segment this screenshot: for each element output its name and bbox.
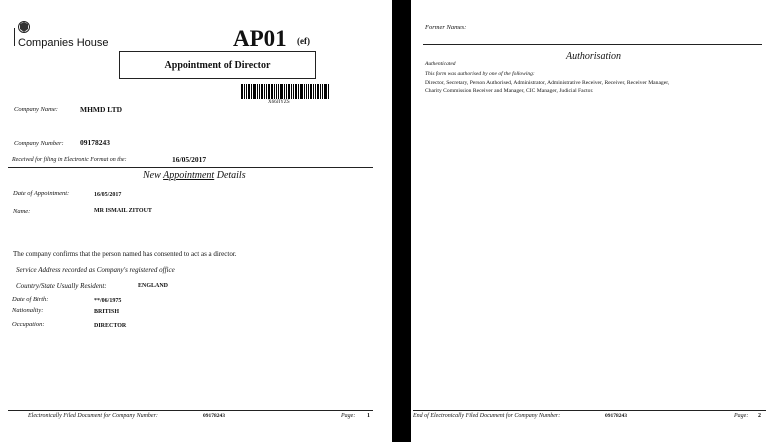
barcode-bar — [306, 84, 307, 99]
section-heading — [143, 170, 246, 181]
logo-bar — [14, 28, 15, 46]
footer-text: End of Electronically Filed Document for Company Number: — [413, 413, 561, 419]
barcode-bar — [253, 84, 256, 99]
barcode-bar — [284, 84, 285, 99]
received-value: 16/05/2017 — [172, 155, 207, 164]
barcode-bar — [241, 84, 243, 99]
barcode-bar — [244, 84, 245, 99]
authorised-roles-line-2: Charity Commission Receiver and Manager, CIC Manager, Judicial Factor. — [425, 88, 594, 94]
form-title-box — [119, 51, 316, 79]
barcode-bar — [246, 84, 247, 99]
barcode-bar — [291, 84, 292, 99]
date-of-appointment-label: Date of Appointment: — [13, 190, 70, 197]
footer-page-label: Page: — [734, 413, 749, 419]
barcode-bar — [259, 84, 260, 99]
barcode-bar — [274, 84, 275, 99]
section-rule — [8, 167, 373, 168]
service-address-text: Service Address recorded as Company's registered office — [16, 266, 175, 274]
dob-label: Date of Birth: — [12, 296, 49, 303]
footer-rule — [8, 410, 373, 411]
barcode-bar — [308, 84, 309, 99]
barcode-bar — [304, 84, 305, 99]
barcode-bar — [300, 84, 303, 99]
nationality-label: Nationality: — [12, 307, 44, 314]
dob-value: **/06/1975 — [94, 298, 122, 304]
barcode-bar — [266, 84, 267, 99]
crest-icon — [13, 20, 35, 34]
logo-text: Companies House — [18, 37, 109, 49]
company-name-value: MHMD LTD — [80, 105, 123, 114]
company-name-label: Company Name: — [14, 106, 58, 113]
form-code: AP01 — [233, 26, 287, 51]
country-label: Country/State Usually Resident: — [16, 282, 107, 290]
form-code-suffix: (ef) — [297, 36, 310, 46]
barcode-bar — [257, 84, 258, 99]
authorised-by-text: This form was authorised by one of the following: — [425, 71, 535, 77]
footer-page-label: Page: — [341, 413, 356, 419]
consent-text: The company confirms that the person named has consented to act as a director. — [13, 250, 237, 258]
barcode-bar — [313, 84, 314, 99]
barcode-bar — [315, 84, 316, 99]
barcode-bar — [322, 84, 323, 99]
name-label: Name: — [13, 208, 31, 215]
date-of-appointment-value: 16/05/2017 — [94, 192, 122, 198]
country-value: ENGLAND — [138, 283, 169, 289]
footer-company-number: 09178243 — [605, 413, 627, 419]
barcode-bar — [251, 84, 252, 99]
occupation-value: DIRECTOR — [94, 323, 127, 329]
barcode-bar — [248, 84, 250, 99]
barcode-bar — [264, 84, 265, 99]
footer-company-number: 09178243 — [203, 413, 225, 419]
barcode-bar — [324, 84, 327, 99]
barcode-bar — [271, 84, 273, 99]
nationality-value: BRITISH — [94, 309, 120, 315]
authorisation-rule — [423, 44, 762, 45]
section-heading-post: Details — [214, 170, 246, 181]
barcode-bar — [295, 84, 297, 99]
barcode-bar — [280, 84, 283, 99]
company-number-value: 09178243 — [80, 138, 110, 147]
barcode-bar — [268, 84, 270, 99]
barcode-bar — [288, 84, 290, 99]
form-title: Appointment of Director — [164, 59, 271, 71]
footer-rule — [413, 410, 766, 411]
barcode-bar — [320, 84, 321, 99]
barcode-bar — [293, 84, 294, 99]
barcode-bar — [328, 84, 329, 99]
barcode-bar — [276, 84, 277, 99]
barcode-bar — [286, 84, 287, 99]
document-page-2 — [411, 0, 768, 442]
section-heading-emphasis: Appointment — [163, 170, 215, 181]
footer-page-number: 2 — [758, 413, 761, 419]
former-names-label: Former Names: — [425, 24, 467, 31]
authorisation-heading: Authorisation — [566, 51, 622, 62]
barcode-text: X66JIYZS — [268, 100, 290, 105]
received-label: Received for filing in Electronic Format on the: — [12, 157, 127, 163]
occupation-label: Occupation: — [12, 321, 45, 328]
barcode-bar — [261, 84, 263, 99]
footer-page-number: 1 — [367, 413, 370, 419]
page-gutter — [392, 0, 411, 442]
company-number-label: Company Number: — [14, 140, 64, 147]
barcode-bar — [278, 84, 279, 99]
authorised-roles-line-1: Director, Secretary, Person Authorised, Administrator, Administrative Receiver, Receiver, Receiver Manager, — [425, 80, 670, 86]
authenticated-label: Authenticated — [425, 61, 456, 67]
barcode-bar — [310, 84, 312, 99]
footer-text: Electronically Filed Document for Company Number: — [28, 413, 158, 419]
barcode-bar — [317, 84, 319, 99]
barcode — [241, 84, 353, 99]
barcode-bar — [298, 84, 299, 99]
name-value: MR ISMAIL ZITOUT — [94, 208, 152, 214]
section-heading-pre: New — [143, 170, 164, 181]
